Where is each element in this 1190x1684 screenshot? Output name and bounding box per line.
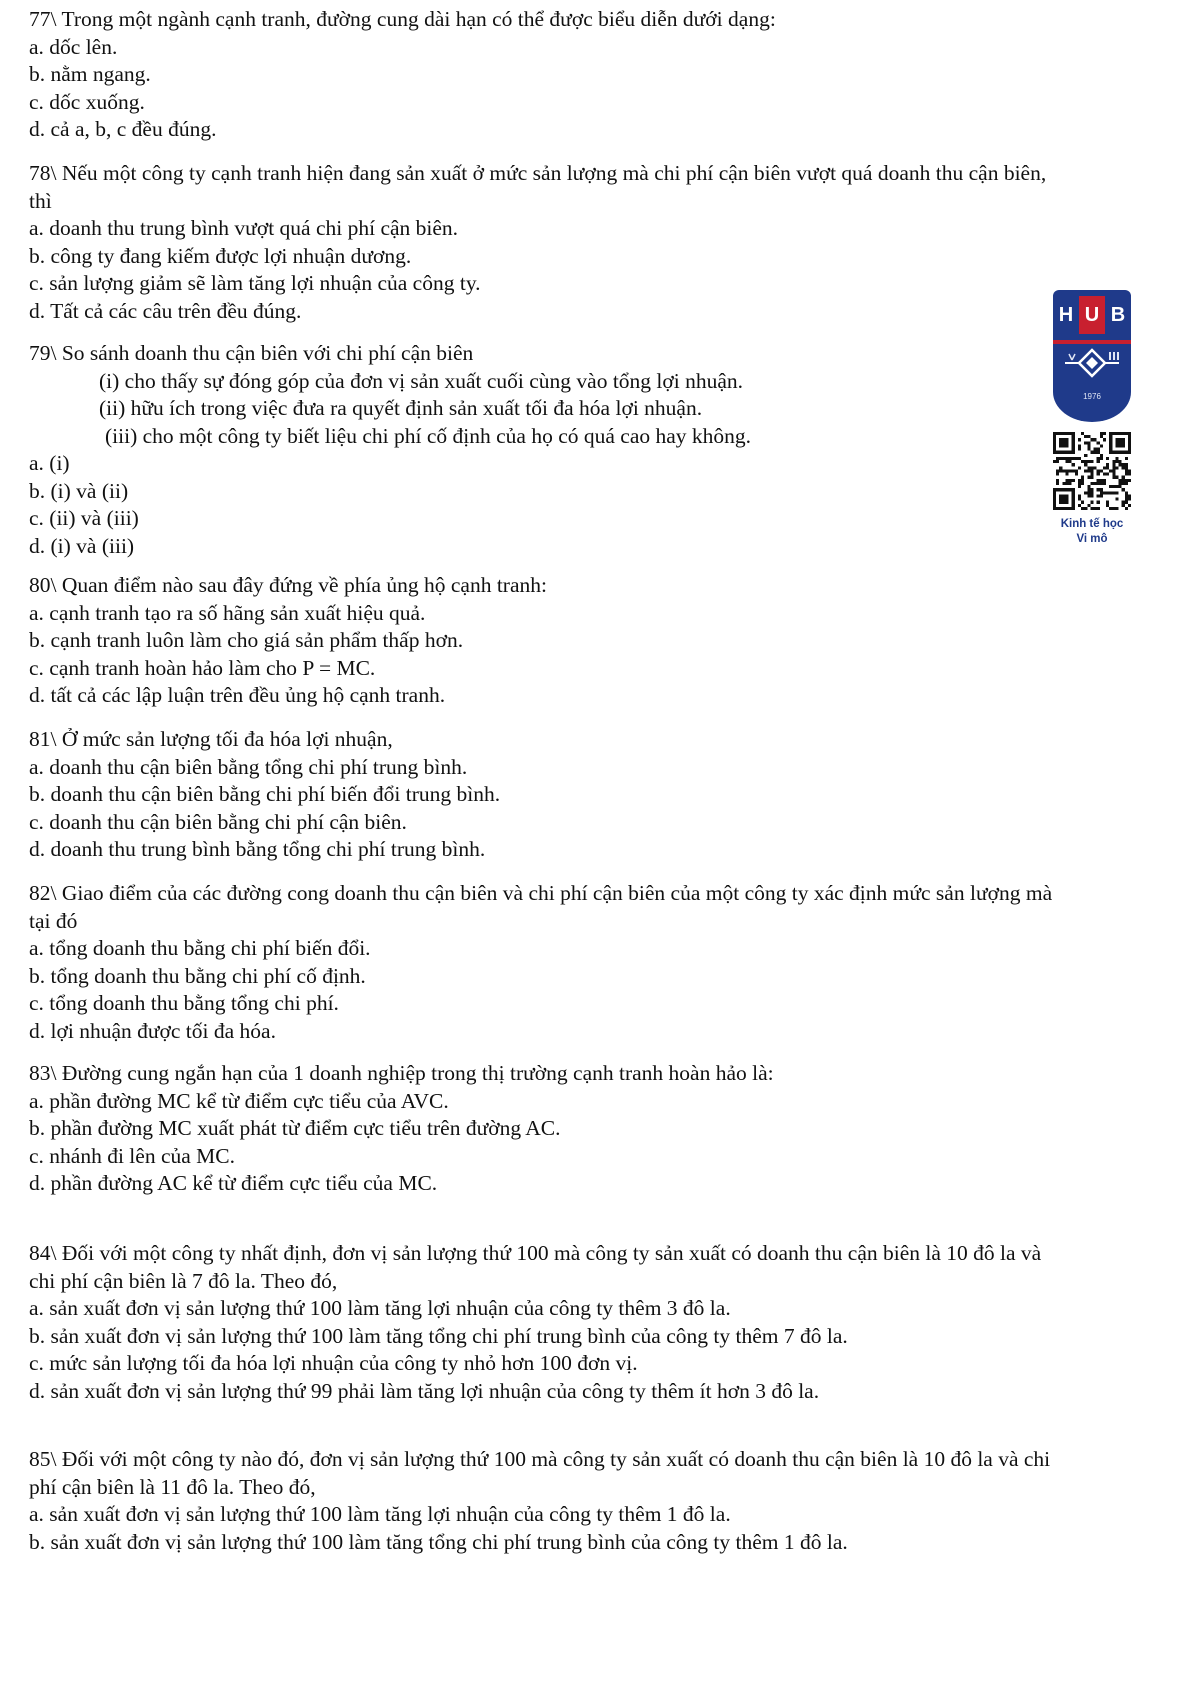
option-d: d. phần đường AC kể từ điểm cực tiểu của MC.: [29, 1171, 438, 1195]
logo-caption-line1: Kinh tế học: [1060, 518, 1124, 530]
question-80: [29, 572, 1179, 710]
logo-letter-b: B: [1110, 304, 1126, 326]
hub-logo: [1053, 290, 1131, 547]
option-a: a. tổng doanh thu bằng chi phí biến đổi.: [29, 936, 371, 960]
statement-ii: (ii) hữu ích trong việc đưa ra quyết định sản xuất tối đa hóa lợi nhuận.: [99, 396, 703, 420]
option-c: c. cạnh tranh hoàn hảo làm cho P = MC.: [29, 655, 376, 680]
statement-i: (i) cho thấy sự đóng góp của đơn vị sản xuất cuối cùng vào tổng lợi nhuận.: [99, 368, 744, 393]
statement-iii: (iii) cho một công ty biết liệu chi phí cố định của họ có quá cao hay không.: [105, 423, 752, 448]
option-d: d. tất cả các lập luận trên đều ủng hộ cạnh tranh.: [29, 683, 446, 707]
question-stem: 83\ Đường cung ngắn hạn của 1 doanh nghiệp trong thị trường cạnh tranh hoàn hảo là:: [29, 1061, 774, 1085]
qr-code-icon: [1053, 432, 1131, 510]
option-c: c. sản lượng giảm sẽ làm tăng lợi nhuận của công ty.: [29, 271, 481, 295]
question-stem: 81\ Ở mức sản lượng tối đa hóa lợi nhuận,: [29, 727, 393, 751]
option-a: a. sản xuất đơn vị sản lượng thứ 100 làm tăng lợi nhuận của công ty thêm 3 đô la.: [29, 1296, 731, 1320]
question-stem-cont: tại đó: [29, 908, 78, 933]
question-stem-cont: chi phí cận biên là 7 đô la. Theo đó,: [29, 1268, 338, 1293]
question-81: [29, 726, 1179, 864]
option-c: c. dốc xuống.: [29, 89, 145, 114]
option-c: c. mức sản lượng tối đa hóa lợi nhuận của công ty nhỏ hơn 100 đơn vị.: [29, 1351, 638, 1375]
question-stem: 79\ So sánh doanh thu cận biên với chi phí cận biên: [29, 341, 474, 365]
logo-letter-h: H: [1058, 304, 1074, 326]
option-c: c. tổng doanh thu bằng tổng chi phí.: [29, 991, 339, 1015]
option-d: d. doanh thu trung bình bằng tổng chi phí trung bình.: [29, 837, 486, 861]
option-b: b. cạnh tranh luôn làm cho giá sản phẩm thấp hơn.: [29, 628, 464, 652]
question-84: [29, 1240, 1179, 1405]
option-b: b. công ty đang kiếm được lợi nhuận dương.: [29, 243, 412, 268]
option-b: b. sản xuất đơn vị sản lượng thứ 100 làm tăng tổng chi phí trung bình của công ty thêm 1 đô la.: [29, 1529, 848, 1554]
option-d: d. cả a, b, c đều đúng.: [29, 117, 217, 141]
option-d: d. Tất cả các câu trên đều đúng.: [29, 298, 302, 323]
question-stem: 82\ Giao điểm của các đường cong doanh thu cận biên và chi phí cận biên của một công ty xác định mức sản lượng mà: [29, 881, 1053, 905]
option-b: b. nằm ngang.: [29, 62, 151, 86]
option-c: c. doanh thu cận biên bằng chi phí cận biên.: [29, 809, 407, 834]
question-stem-cont: thì: [29, 188, 52, 213]
question-stem: 78\ Nếu một công ty cạnh tranh hiện đang sản xuất ở mức sản lượng mà chi phí cận biên vượt quá doanh thu cận biên,: [29, 161, 1047, 185]
question-85: [29, 1446, 1179, 1556]
logo-year: 1976: [1083, 392, 1101, 401]
logo-caption-line2: Vi mô: [1076, 533, 1108, 545]
question-77: [29, 6, 1179, 144]
option-b: b. phần đường MC xuất phát từ điểm cực tiểu trên đường AC.: [29, 1116, 561, 1140]
question-79: [29, 340, 1179, 560]
question-78: [29, 160, 1179, 325]
question-82: [29, 880, 1179, 1045]
option-a: a. doanh thu trung bình vượt quá chi phí cận biên.: [29, 216, 459, 240]
emblem-icon: [1063, 346, 1121, 380]
option-d: d. sản xuất đơn vị sản lượng thứ 99 phải làm tăng lợi nhuận của công ty thêm ít hơn 3 đô la.: [29, 1378, 820, 1403]
option-a: a. cạnh tranh tạo ra số hãng sản xuất hiệu quả.: [29, 600, 426, 625]
option-c: c. (ii) và (iii): [29, 506, 139, 530]
option-a: a. doanh thu cận biên bằng tổng chi phí trung bình.: [29, 754, 468, 779]
hub-shield: [1053, 290, 1131, 422]
question-stem-cont: phí cận biên là 11 đô la. Theo đó,: [29, 1474, 316, 1499]
question-stem: 84\ Đối với một công ty nhất định, đơn vị sản lượng thứ 100 mà công ty sản xuất có doanh thu cận biên là 10 đô la và: [29, 1241, 1042, 1265]
option-c: c. nhánh đi lên của MC.: [29, 1143, 235, 1168]
option-b: b. sản xuất đơn vị sản lượng thứ 100 làm tăng tổng chi phí trung bình của công ty thêm 7 đô la.: [29, 1323, 848, 1348]
question-stem: 85\ Đối với một công ty nào đó, đơn vị sản lượng thứ 100 mà công ty sản xuất có doanh thu cận biên là 10 đô la và chi: [29, 1447, 1051, 1471]
option-b: b. doanh thu cận biên bằng chi phí biến đổi trung bình.: [29, 782, 501, 806]
option-d: d. (i) và (iii): [29, 533, 135, 558]
question-stem: 80\ Quan điểm nào sau đây đứng về phía ủng hộ cạnh tranh:: [29, 573, 547, 597]
option-a: a. (i): [29, 451, 70, 475]
option-d: d. lợi nhuận được tối đa hóa.: [29, 1018, 276, 1043]
question-83: [29, 1060, 1179, 1198]
option-b: b. (i) và (ii): [29, 478, 129, 503]
option-a: a. dốc lên.: [29, 34, 118, 59]
question-stem: 77\ Trong một ngành cạnh tranh, đường cung dài hạn có thể được biểu diễn dưới dạng:: [29, 7, 776, 31]
logo-caption: [1053, 517, 1131, 547]
option-a: a. sản xuất đơn vị sản lượng thứ 100 làm tăng lợi nhuận của công ty thêm 1 đô la.: [29, 1502, 731, 1526]
option-b: b. tổng doanh thu bằng chi phí cố định.: [29, 963, 366, 988]
option-a: a. phần đường MC kể từ điểm cực tiểu của AVC.: [29, 1088, 449, 1113]
logo-letter-u: U: [1079, 296, 1105, 334]
